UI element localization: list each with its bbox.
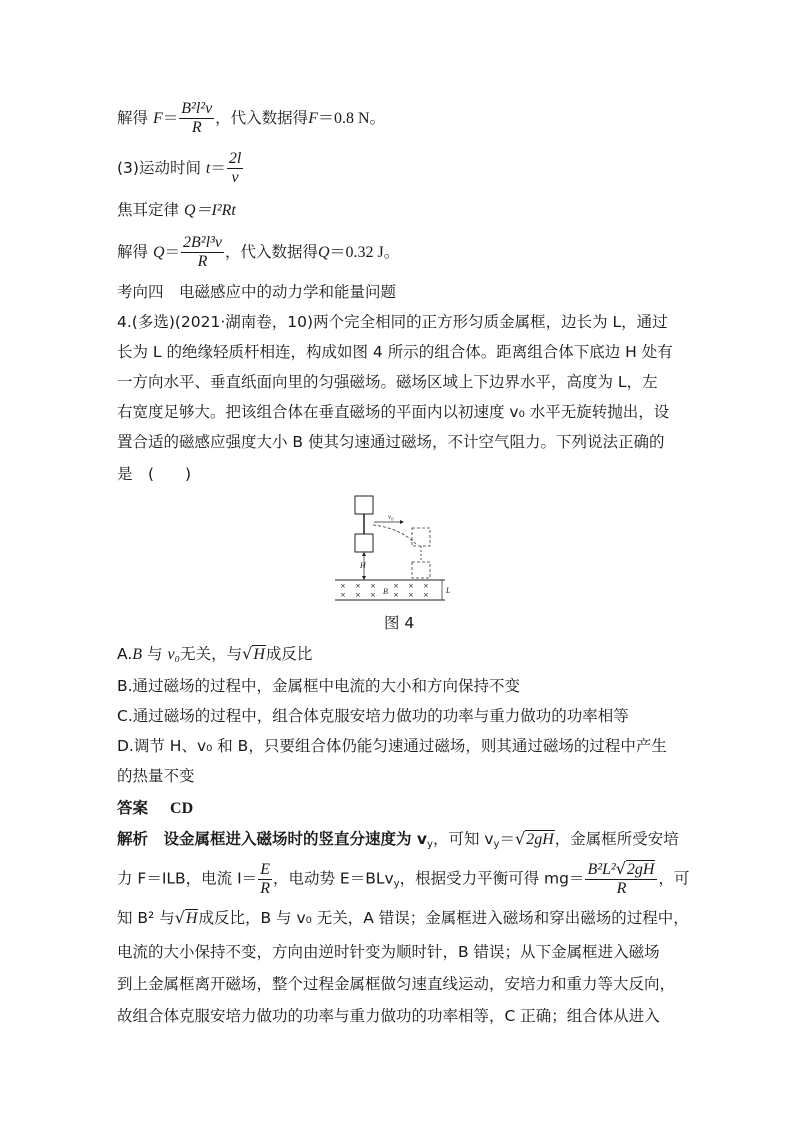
radicand: 2gH — [626, 861, 655, 878]
text: 成反比 — [265, 645, 313, 663]
cross: × — [370, 591, 376, 599]
question-line: 置合适的磁感应强度大小 B 使其匀速通过磁场，不计空气阻力。下列说法正确的 — [117, 433, 665, 451]
text: 与 — [146, 645, 163, 663]
arrow-down — [362, 576, 366, 580]
numerator — [585, 860, 657, 880]
solution-line-time — [117, 150, 244, 187]
analysis-line — [117, 860, 689, 898]
dashed-top-frame — [412, 528, 430, 546]
subscript: y — [393, 878, 400, 890]
answer-label: 答案 — [117, 799, 149, 817]
label-L: L — [446, 586, 451, 595]
top-frame — [355, 496, 373, 514]
analysis-line: 电流的大小保持不变，方向由逆时针变为顺时针，B 错误；从下金属框进入磁场 — [117, 943, 660, 961]
question-line: 是 ( ) — [117, 465, 192, 483]
denominator: v — [231, 169, 239, 186]
figure-caption: 图 4 — [384, 614, 415, 632]
symbol: F — [308, 110, 318, 127]
value: ＝0.32 J。 — [329, 244, 400, 261]
text: ，根据受力平衡可得 mg＝ — [399, 869, 585, 888]
sqrt-icon: √ — [514, 829, 526, 848]
solution-line-heat — [117, 234, 400, 271]
text: A. — [117, 645, 133, 663]
subscript: y — [427, 839, 433, 850]
question-line: 一方向水平、垂直纸面向里的匀强磁场。磁场区域上下边界水平，高度为 L，左 — [117, 373, 658, 391]
fraction — [181, 234, 224, 271]
text: 力 F＝ILB，电流 I＝ — [117, 869, 258, 888]
label-v0: v₀ — [388, 513, 394, 521]
fraction — [258, 861, 272, 898]
analysis-line: 到上金属框离开磁场，整个过程金属框做匀速直线运动，安培力和重力等大反向， — [117, 975, 676, 993]
cross: × — [370, 582, 376, 590]
numerator: B²l²v — [181, 100, 213, 117]
denominator: R — [616, 880, 627, 897]
cross: × — [355, 582, 361, 590]
cross: × — [340, 591, 346, 599]
arrow-up — [362, 552, 366, 556]
text: ，代入数据得 — [224, 243, 318, 261]
radicand: 2gH — [526, 831, 554, 848]
question-line: 右宽度足够大。把该组合体在垂直磁场的平面内以初速度 v₀ 水平无旋转抛出，设 — [117, 403, 670, 421]
cross: × — [408, 582, 414, 590]
cross: × — [408, 591, 414, 599]
option-d-line2: 的热量不变 — [117, 767, 195, 785]
figure-4-diagram — [330, 492, 460, 604]
text: ＝ — [164, 243, 181, 261]
question-line: 长为 L 的绝缘轻质杆相连，构成如图 4 所示的组合体。距离组合体下底边 H 处有 — [117, 343, 673, 361]
text: 焦耳定律 — [117, 201, 180, 219]
text: ，金属框所受安培 — [554, 830, 679, 848]
text: 解得 — [117, 243, 149, 261]
radicand: H — [185, 910, 198, 927]
sqrt-icon: √ — [174, 908, 185, 927]
analysis-line: 故组合体克服安培力做功的功率与重力做功的功率相等，C 正确；组合体从进入 — [117, 1007, 660, 1025]
text: 成反比，B 与 v₀ 无关，A 错误；金属框进入磁场和穿出磁场的过程中， — [198, 909, 689, 927]
cross: × — [423, 591, 429, 599]
answer — [117, 797, 193, 820]
subscript: y — [493, 839, 500, 850]
fraction — [227, 150, 243, 187]
text: ＝ — [210, 159, 226, 177]
numerator: 2l — [228, 150, 242, 167]
option-c: C.通过磁场的过程中，组合体克服安培力做功的功率与重力做功的功率相等 — [117, 707, 629, 725]
symbol: Q — [317, 244, 330, 261]
option-a — [117, 643, 312, 666]
solution-line-joule — [117, 199, 236, 222]
sqrt-icon: √ — [242, 644, 253, 663]
option-b: B.通过磁场的过程中，金属框中电流的大小和方向保持不变 — [117, 677, 521, 695]
arrow-head — [400, 520, 404, 524]
trajectory — [373, 525, 416, 544]
answer-value: CD — [170, 800, 194, 817]
symbol: t — [205, 160, 211, 177]
denominator: R — [191, 119, 202, 136]
dashed-bottom-frame — [412, 562, 430, 578]
symbol: F — [152, 110, 163, 127]
option-d-line1: D.调节 H、v₀ 和 B，只要组合体仍能匀速通过磁场，则其通过磁场的过程中产生 — [117, 737, 667, 755]
bottom-frame — [355, 534, 373, 552]
text: 知 B² 与 — [117, 909, 175, 927]
formula: Q＝I²Rt — [183, 202, 236, 219]
cross: × — [423, 582, 429, 590]
sqrt-icon: √ — [615, 859, 626, 878]
fraction — [585, 860, 657, 898]
symbol: B — [132, 646, 143, 663]
radicand: H — [253, 646, 265, 663]
numerator: 2B²l³v — [183, 234, 222, 251]
symbol: Q — [152, 244, 165, 261]
cross: × — [393, 582, 399, 590]
text: ，可知 v — [432, 830, 494, 848]
text: ，可 — [658, 869, 690, 888]
text: 无关，与 — [180, 645, 243, 663]
cross: × — [355, 591, 361, 599]
numerator: E — [260, 860, 270, 878]
text: 解析 设金属框进入磁场时的竖直分速度为 v — [117, 830, 428, 848]
analysis-line — [117, 907, 689, 929]
text: ＝ — [162, 109, 179, 127]
text: ，电动势 E＝BLv — [272, 869, 394, 888]
text: B²L² — [587, 861, 616, 878]
text: ＝ — [499, 830, 515, 848]
label-H: H — [360, 561, 366, 570]
fraction — [179, 100, 214, 137]
denominator: R — [260, 879, 270, 897]
symbol: v₀ — [167, 646, 181, 663]
text: 解得 — [117, 109, 149, 127]
analysis-line — [117, 828, 679, 856]
text: ，代入数据得 — [215, 109, 309, 127]
text: (3)运动时间 — [117, 159, 201, 177]
denominator: R — [197, 253, 208, 270]
question-line: 4.(多选)(2021·湖南卷，10)两个完全相同的正方形匀质金属框，边长为 L，通过 — [117, 313, 668, 331]
label-B: B — [383, 587, 388, 596]
section-heading: 考向四 电磁感应中的动力学和能量问题 — [117, 283, 397, 301]
value: ＝0.8 N。 — [317, 110, 386, 127]
cross: × — [393, 591, 399, 599]
cross: × — [340, 582, 346, 590]
solution-line-force — [117, 100, 386, 137]
